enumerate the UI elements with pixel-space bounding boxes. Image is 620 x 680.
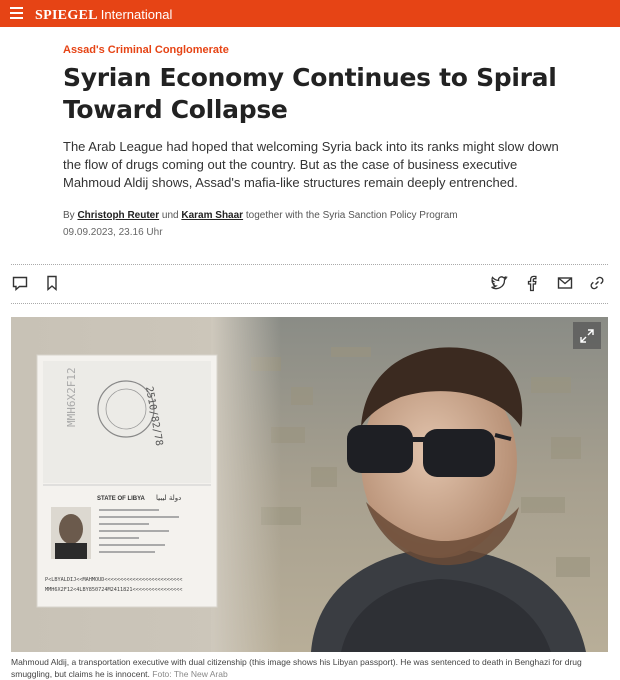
brand-name: SPIEGEL (35, 8, 98, 23)
svg-text:STATE OF LIBYA: STATE OF LIBYA (97, 496, 145, 502)
byline (63, 210, 458, 221)
twitter-icon[interactable] (490, 274, 508, 292)
byline-suffix: together with the Syria Sanction Policy Program (245, 210, 458, 221)
publish-date: 09.09.2023, 23.16 Uhr (63, 227, 163, 238)
bookmark-icon[interactable] (43, 274, 61, 292)
article-photo[interactable] (11, 317, 608, 652)
caption-text: Mahmoud Aldij, a transportation executive with dual citizenship (this image shows his Libyan passport). He was sentenced to death in Benghazi for drug smuggling, but claims he is innocent. (11, 657, 582, 679)
top-navigation-bar (0, 0, 620, 27)
photo-caption (11, 656, 608, 680)
svg-text:MMH6X2F12: MMH6X2F12 (65, 367, 78, 427)
photo-credit: Foto: The New Arab (152, 669, 228, 679)
svg-text:P<LBYALDIJ<<MAHMOUD<<<<<<<<<<<: P<LBYALDIJ<<MAHMOUD<<<<<<<<<<<<<<<<<<<<<<<<< (45, 577, 183, 583)
article-headline: Syrian Economy Continues to Spiral Toward Collapse (63, 63, 557, 124)
brand-section: International (100, 7, 173, 22)
byline-and: und (161, 210, 179, 221)
svg-text:2510/82/78: 2510/82/78 (143, 385, 165, 447)
author-link-1[interactable]: Christoph Reuter (77, 210, 160, 221)
divider-bottom (11, 303, 608, 304)
comment-icon[interactable] (11, 274, 29, 292)
author-link-2[interactable]: Karam Shaar (181, 210, 244, 221)
byline-by: By (63, 210, 75, 221)
expand-icon[interactable] (573, 322, 601, 349)
hamburger-menu-icon[interactable] (10, 7, 23, 19)
link-icon[interactable] (588, 274, 606, 292)
facebook-icon[interactable] (523, 274, 541, 292)
photo-scene (11, 317, 608, 652)
passport-image (37, 355, 217, 607)
site-logo[interactable] (35, 6, 172, 24)
article-teaser: The Arab League had hoped that welcoming Syria back into its ranks might slow down the flow of drugs coming out the country. But as the case of business executive Mahmoud Aldij shows, Assad's mafia-like structures remain deeply entrenched. (63, 139, 559, 190)
svg-text:دولة ليبيا: دولة ليبيا (156, 494, 182, 502)
divider-top (11, 264, 608, 265)
article-kicker[interactable]: Assad's Criminal Conglomerate (63, 44, 229, 56)
email-icon[interactable] (556, 274, 574, 292)
svg-text:MMH6X2F12<4LBY850724M2411821<<: MMH6X2F12<4LBY850724M2411821<<<<<<<<<<<<<<<< (45, 587, 183, 593)
